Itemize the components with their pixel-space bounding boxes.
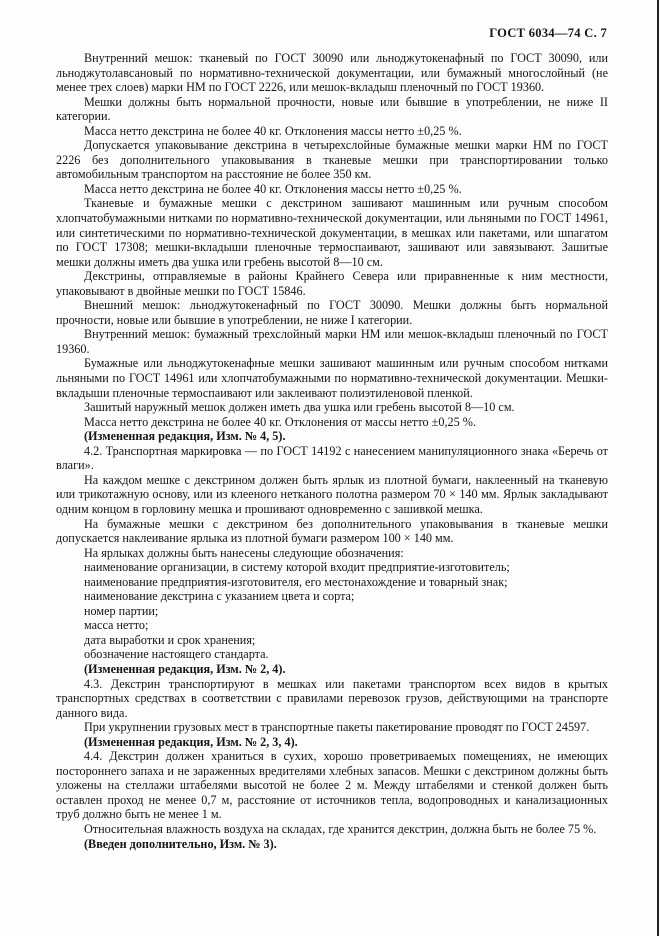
amendment-note: (Измененная редакция, Изм. № 2, 4). — [84, 661, 286, 676]
amendment-note: (Введен дополнительно, Изм. № 3). — [84, 836, 277, 851]
paragraph: Мешки должны быть нормальной прочности, новые или бывшие в употреблении, не ниже II категории. — [56, 94, 608, 124]
paragraph: На ярлыках должны быть нанесены следующие обозначения: — [84, 545, 404, 560]
paragraph: Зашитый наружный мешок должен иметь два ушка или гребень высотой 8—10 см. — [84, 400, 515, 415]
paragraph: На каждом мешке с декстрином должен быть ярлык из плотной бумаги, наклеенный на тканевую или трикотажную основу, или из клееного нетканого полотна размером 70 × 140 мм. Ярлык закладывают одним концом в горловину мешка и прошивают одновременно с зашивкой мешка. — [56, 472, 608, 516]
page-edge-line — [657, 0, 659, 936]
paragraph: Допускается упаковывание декстрина в четырехслойные бумажные мешки марки НМ по ГОСТ 2226 без дополнительного упаковывания в тканевые мешки при транспортировании только автомобильным транспортом на расстояние не более 350 км. — [56, 138, 608, 182]
list-item: обозначение настоящего стандарта. — [84, 647, 269, 662]
paragraph: Масса нетто декстрина не более 40 кг. Отклонения массы нетто ±0,25 %. — [84, 123, 462, 138]
paragraph: Внутренний мешок: тканевый по ГОСТ 30090 или льноджутокенафный по ГОСТ 30090, или льноджутолавсановый по нормативно-технической документации, или бумажный многослойный (не менее трех слоев) марки НМ по ГОСТ 2226, или мешок-вкладыш пленочный по ГОСТ 19360. — [56, 51, 608, 95]
paragraph: 4.4. Декстрин должен храниться в сухих, хорошо проветриваемых помещениях, не имеющих постороннего запаха и не зараженных вредителями хлебных запасов. Мешки с декстрином должны быть уложены на стеллажи штабелями высотой не более 2 м. Между штабелями и стенкой должен быть оставлен проход не менее 0,7 м, расстояние от источников тепла, водопроводных и канализационных труб должно быть не менее 1 м. — [56, 749, 608, 822]
list-item: наименование организации, в систему которой входит предприятие-изготовитель; — [84, 560, 510, 575]
paragraph: Тканевые и бумажные мешки с декстрином зашивают машинным или ручным способом хлопчатобумажными нитками по нормативно-технической документации, или льняными по ГОСТ 14961, или синтетическими по нормативно-технической документации, в мешках или пакетами, или шпагатом по ГОСТ 17308; мешки-вкладыши пленочные термоспаивают, зашивают или завязывают. Зашитые мешки должны иметь два ушка или гребень высотой 8—10 см. — [56, 196, 608, 269]
paragraph: 4.3. Декстрин транспортируют в мешках или пакетами транспортом всех видов в крытых транспортных средствах в соответствии с правилами перевозок грузов, действующими на транспорте данного вида. — [56, 676, 608, 720]
list-item: масса нетто; — [84, 618, 149, 633]
list-item: наименование декстрина с указанием цвета и сорта; — [84, 589, 355, 604]
list-item: дата выработки и срок хранения; — [84, 632, 256, 647]
document-number: ГОСТ 6034—74 С. 7 — [489, 26, 607, 40]
amendment-note: (Измененная редакция, Изм. № 4, 5). — [84, 429, 286, 444]
amendment-note: (Измененная редакция, Изм. № 2, 3, 4). — [84, 734, 298, 749]
paragraph: Декстрины, отправляемые в районы Крайнего Севера или приравненные к ним местности, упаковывают в двойные мешки по ГОСТ 15846. — [56, 269, 608, 298]
paragraph: 4.2. Транспортная маркировка — по ГОСТ 14192 с нанесением манипуляционного знака «Беречь от влаги». — [56, 443, 608, 473]
paragraph: При укрупнении грузовых мест в транспортные пакеты пакетирование проводят по ГОСТ 24597. — [84, 720, 590, 735]
document-content — [56, 51, 608, 851]
paragraph: Внешний мешок: льноджутокенафный по ГОСТ 30090. Мешки должны быть нормальной прочности, новые или бывшие в употреблении, не ниже I категории. — [56, 298, 608, 327]
paragraph: Бумажные или льноджутокенафные мешки зашивают машинным или ручным способом нитками льняными по ГОСТ 14961 или хлопчатобумажными по нормативно-технической документации. Мешки-вкладыши пленочные термоспаивают или заклеивают полиэтиленовой пленкой. — [56, 356, 608, 400]
paragraph: Внутренний мешок: бумажный трехслойный марки НМ или мешок-вкладыш пленочный по ГОСТ 19360. — [56, 327, 608, 356]
list-item: наименование предприятия-изготовителя, его местонахождение и товарный знак; — [84, 574, 508, 589]
paragraph: Масса нетто декстрина не более 40 кг. Отклонения массы нетто ±0,25 %. — [84, 181, 462, 196]
paragraph: На бумажные мешки с декстрином без дополнительного упаковывания в тканевые мешки допускается наклеивание ярлыка из плотной бумаги размером 100 × 140 мм. — [56, 516, 608, 546]
page-header — [489, 26, 607, 41]
paragraph: Относительная влажность воздуха на складах, где хранится декстрин, должна быть не более 75 %. — [84, 821, 597, 836]
list-item: номер партии; — [84, 603, 159, 618]
paragraph: Масса нетто декстрина не более 40 кг. Отклонения от массы нетто ±0,25 %. — [84, 414, 476, 429]
